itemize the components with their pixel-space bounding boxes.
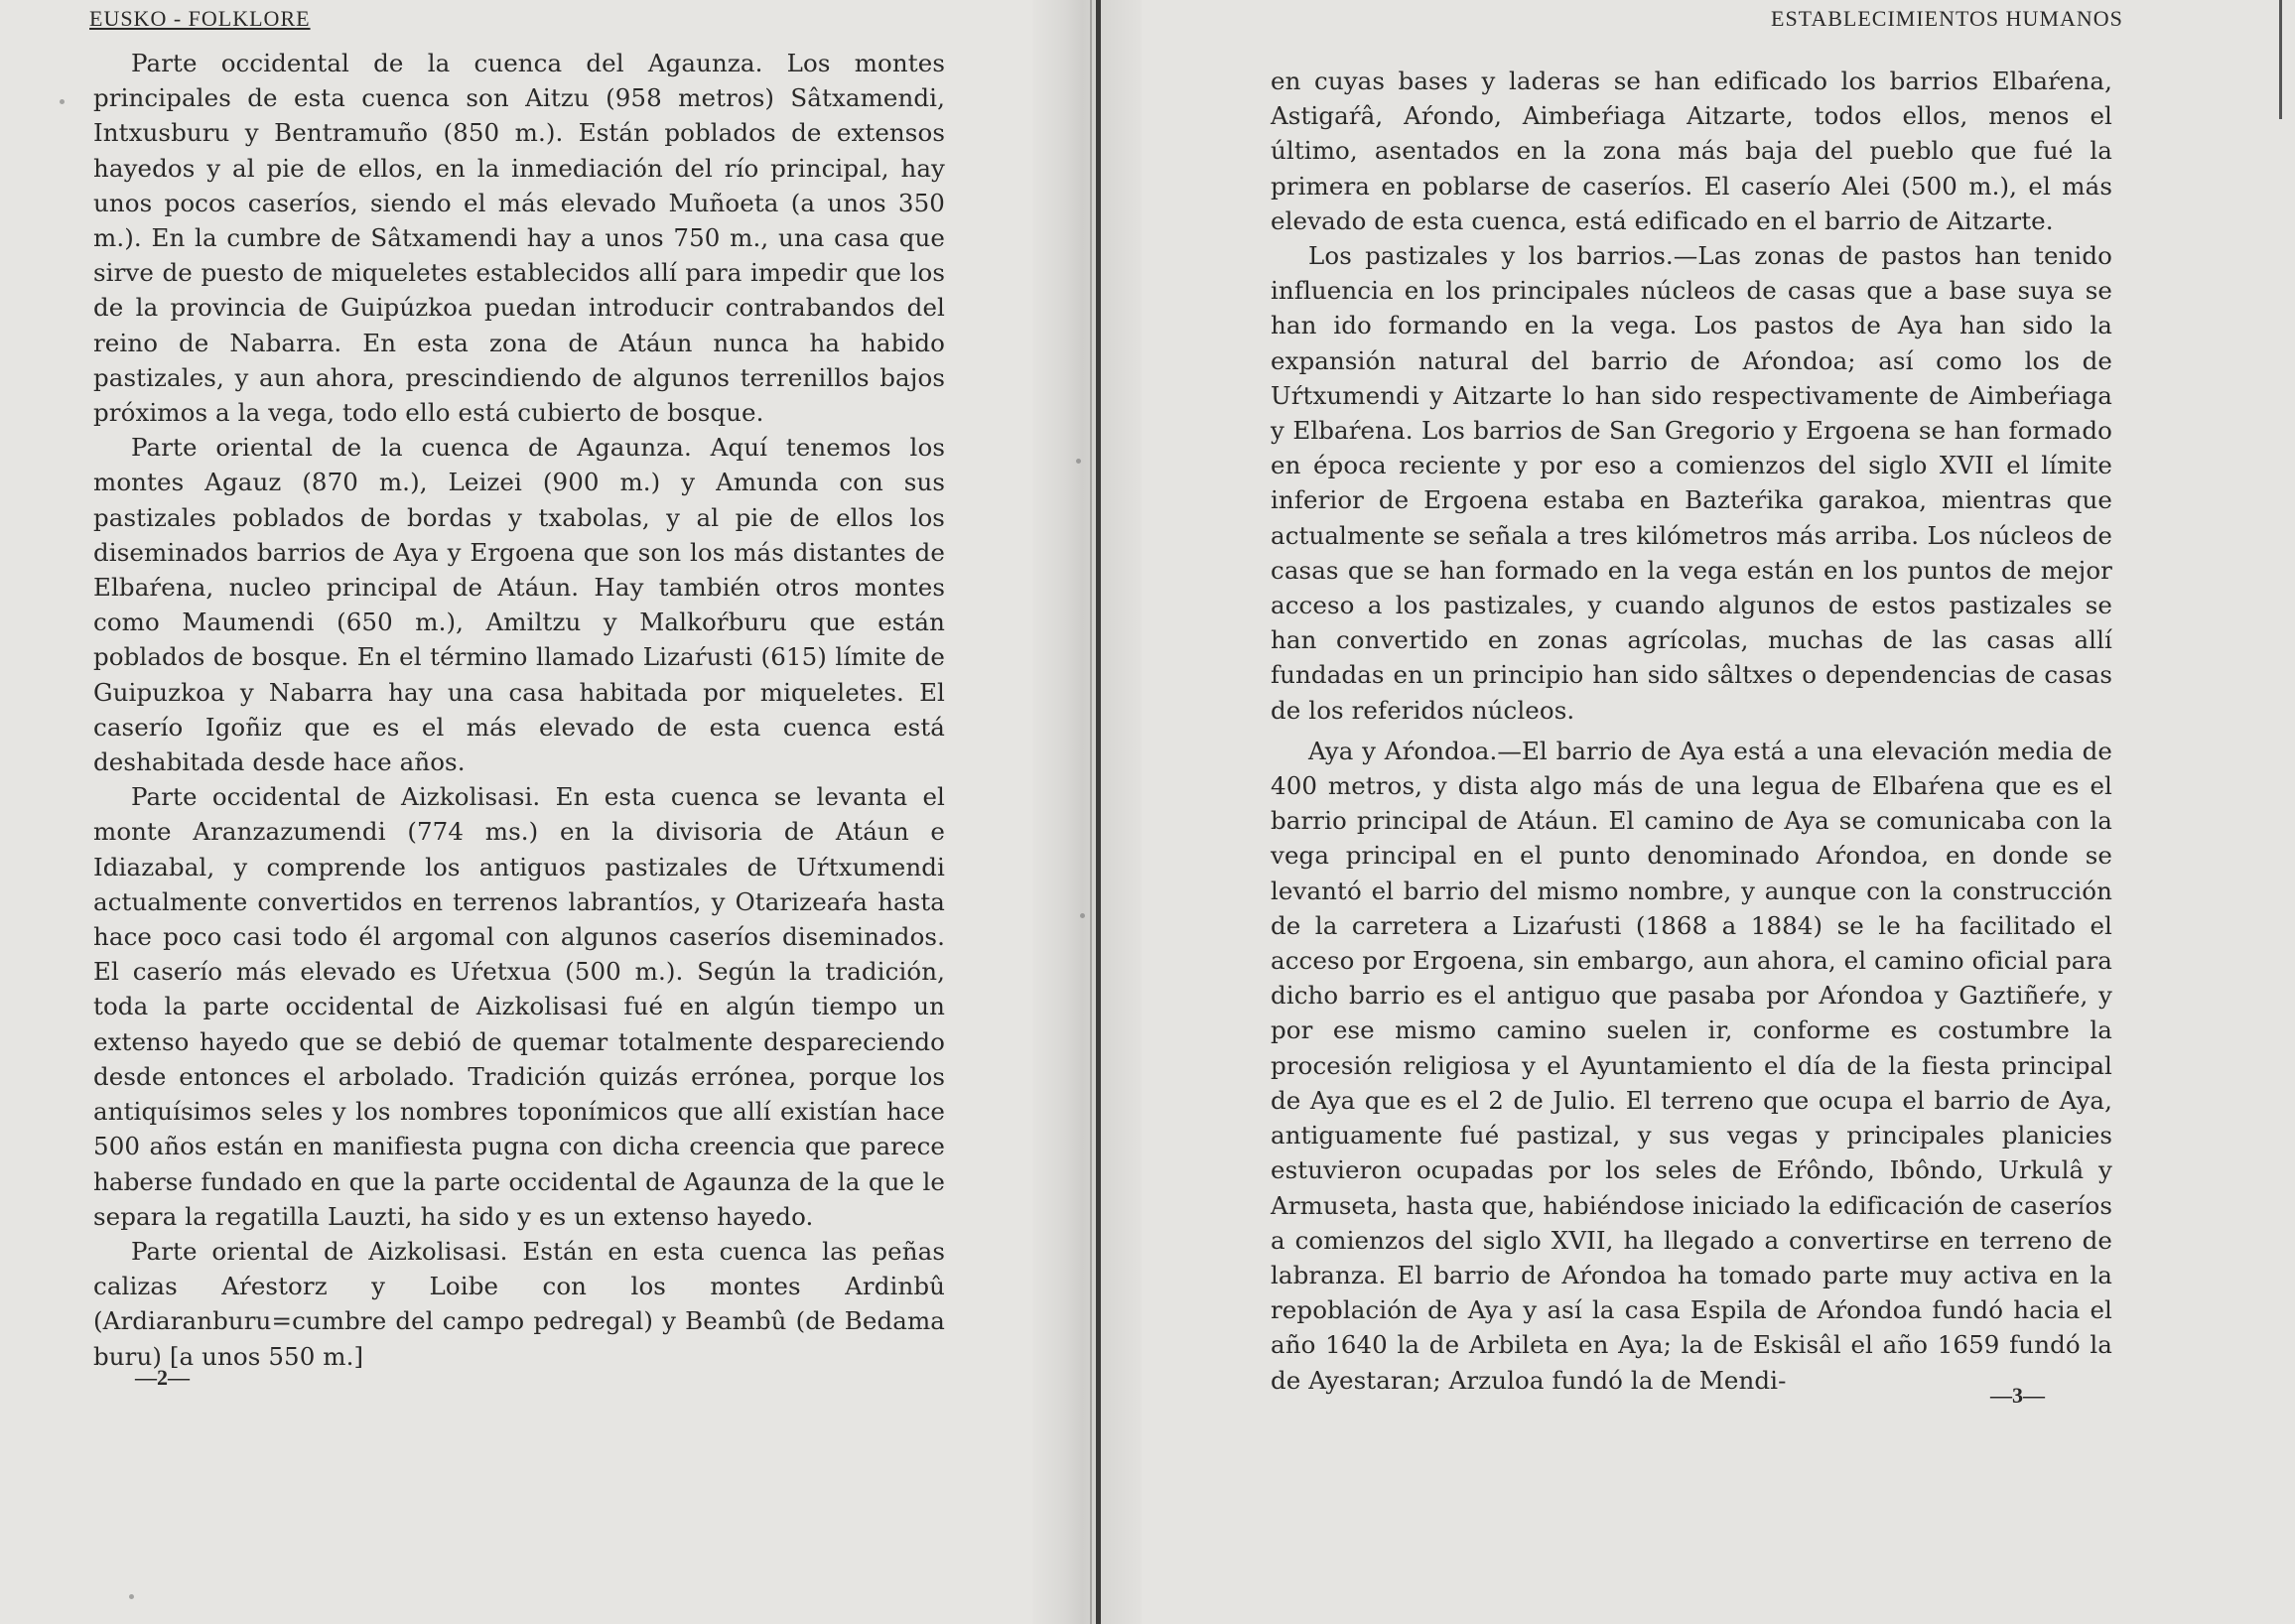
book-gutter — [1032, 0, 1142, 1624]
scan-speck — [60, 99, 65, 104]
page-number-right: —3— — [1990, 1383, 2045, 1408]
gutter-binding-line — [1096, 0, 1101, 1624]
paragraph: Parte occidental de Aizkolisasi. En esta cuenca se levanta el monte Aranzazumendi (774 ms.) en la divisoria de Atáun e Idiazabal, y comprende los antiguos pastizales de Uŕtxumendi actualmente convertidos en terrenos labrantíos, y Otarizeaŕa hasta hace poco casi todo él argomal con algunos caseríos diseminados. El caserío más elevado es Uŕetxua (500 m.). Según la tradición, toda la parte occidental de Aizkolisasi fué en algún tiempo un extenso hayedo que se debió de quemar totalmente despareciendo desde entonces el arbolado. Tradición quizás errónea, porque los antiquísimos seles y los nombres toponímicos que allí existían hace 500 años están en manifiesta pugna con dicha creencia que parece haberse fundado en que la parte occidental de Agaunza de la que le separa la regatilla Lauzti, ha sido y es un extenso hayedo. — [93, 782, 945, 1231]
gutter-shadow — [1090, 0, 1092, 1624]
running-head-right: ESTABLECIMIENTOS HUMANOS — [1771, 6, 2123, 31]
paragraph: Aya y Aŕondoa.—El barrio de Aya está a una elevación media de 400 metros, y dista algo más de una legua de Elbaŕena que es el barrio principal de Atáun. El camino de Aya se comunicaba con la vega principal en el punto denominado Aŕondoa, en donde se levantó el barrio del mismo nombre, y aunque con la construcción de la carretera a Lizaŕusti (1868 a 1884) se le ha facilitado el acceso por Ergoena, sin embargo, aun ahora, el camino oficial para dicho barrio es el antiguo que pasaba por Aŕondoa y Gaztiñeŕe, y por ese mismo camino suelen ir, conforme es costumbre la procesión religiosa y el Ayuntamiento el día de la fiesta principal de Aya que es el 2 de Julio. El terreno que ocupa el barrio de Aya, antiguamente fué pastizal, y sus vegas y principales planicies estuvieron ocupadas por los seles de Eŕôndo, Ibôndo, Urkulâ y Armuseta, hasta que, habiéndose iniciado la edificación de caseríos a comienzos del siglo XVII, ha llegado a convertirse en terreno de labranza. El barrio de Aŕondoa ha tomado parte muy activa en la repoblación de Aya y así la casa Espila de Aŕondoa fundó hacia el año 1640 la de Arbileta en Aya; la de Eskisâl el año 1659 fundó la de Ayestaran; Arzuloa fundó la de Mendi- — [1271, 736, 2112, 1395]
paragraph: Parte oriental de Aizkolisasi. Están en esta cuenca las peñas calizas Aŕestorz y Loibe con los montes Ardinbû (Ardiaranburu=cumbre del campo pedregal) y Beambû (de Bedama buru) [a unos 550 m.] — [93, 1236, 945, 1371]
paragraph: Parte oriental de la cuenca de Agaunza. Aquí tenemos los montes Agauz (870 m.), Leizei (900 m.) y Amunda con sus pastizales poblados de bordas y txabolas, y al pie de ellos los diseminados barrios de Aya y Ergoena que son los más distantes de Elbaŕena, nucleo principal de Atáun. Hay también otros montes como Maumendi (650 m.), Amiltzu y Malkoŕburu que están poblados de bosque. En el término llamado Lizaŕusti (615) límite de Guipuzkoa y Nabarra hay una casa habitada por miqueletes. El caserío Igoñiz que es el más elevado de esta cuenca está deshabitada desde hace años. — [93, 433, 945, 777]
scan-speck — [1080, 913, 1085, 918]
paragraph: Los pastizales y los barrios.—Las zonas de pastos han tenido influencia en los principales núcleos de casas que a base suya se han ido formando en la vega. Los pastos de Aya han sido la expansión natural del barrio de Aŕondoa; así como los de Uŕtxumendi y Aitzarte lo han sido respectivamente de Aimbeŕiaga y Elbaŕena. Los barrios de San Gregorio y Ergoena se han formado en época reciente y por eso a comienzos del siglo XVII el límite inferior de Ergoena estaba en Bazteŕika garakoa, mientras que actualmente se señala a tres kilómetros más arriba. Los núcleos de casas que se han formado en la vega están en los puntos de mejor acceso a los pastizales, y cuando algunos de estos pastizales se han convertido en zonas agrícolas, muchas de las casas allí fundadas en un principio han sido sâltxes o dependencias de casas de los referidos núcleos. — [1271, 241, 2112, 725]
scan-speck — [1076, 459, 1081, 464]
right-text-column — [1271, 64, 2112, 1398]
page-edge-mark — [2279, 0, 2282, 119]
running-head-left: EUSKO - FOLKLORE — [89, 6, 311, 31]
paragraph: en cuyas bases y laderas se han edificado los barrios Elbaŕena, Astigaŕâ, Aŕondo, Aimbeŕiaga Aitzarte, todos ellos, menos el último, asentados en la zona más baja del pueblo que fué la primera en poblarse de caseríos. El caserío Alei (500 m.), el más elevado de esta cuenca, está edificado en el barrio de Aitzarte. — [1271, 67, 2112, 235]
page-number-left: —2— — [135, 1365, 190, 1390]
paragraph: Parte occidental de la cuenca del Agaunza. Los montes principales de esta cuenca son Aitzu (958 metros) Sâtxamendi, Intxusburu y Bentramuño (850 m.). Están poblados de extensos hayedos y al pie de ellos, en la inmediación del río principal, hay unos pocos caseríos, siendo el más elevado Muñoeta (a unos 350 m.). En la cumbre de Sâtxamendi hay a unos 750 m., una casa que sirve de puesto de miqueletes establecidos allí para impedir que los de la provincia de Guipúzkoa puedan introducir contrabandos del reino de Nabarra. En esta zona de Atáun nunca ha habido pastizales, y aun ahora, prescindiendo de algunos terrenillos bajos próximos a la vega, todo ello está cubierto de bosque. — [93, 49, 945, 428]
left-text-column — [93, 46, 945, 1374]
scan-speck — [129, 1594, 134, 1599]
